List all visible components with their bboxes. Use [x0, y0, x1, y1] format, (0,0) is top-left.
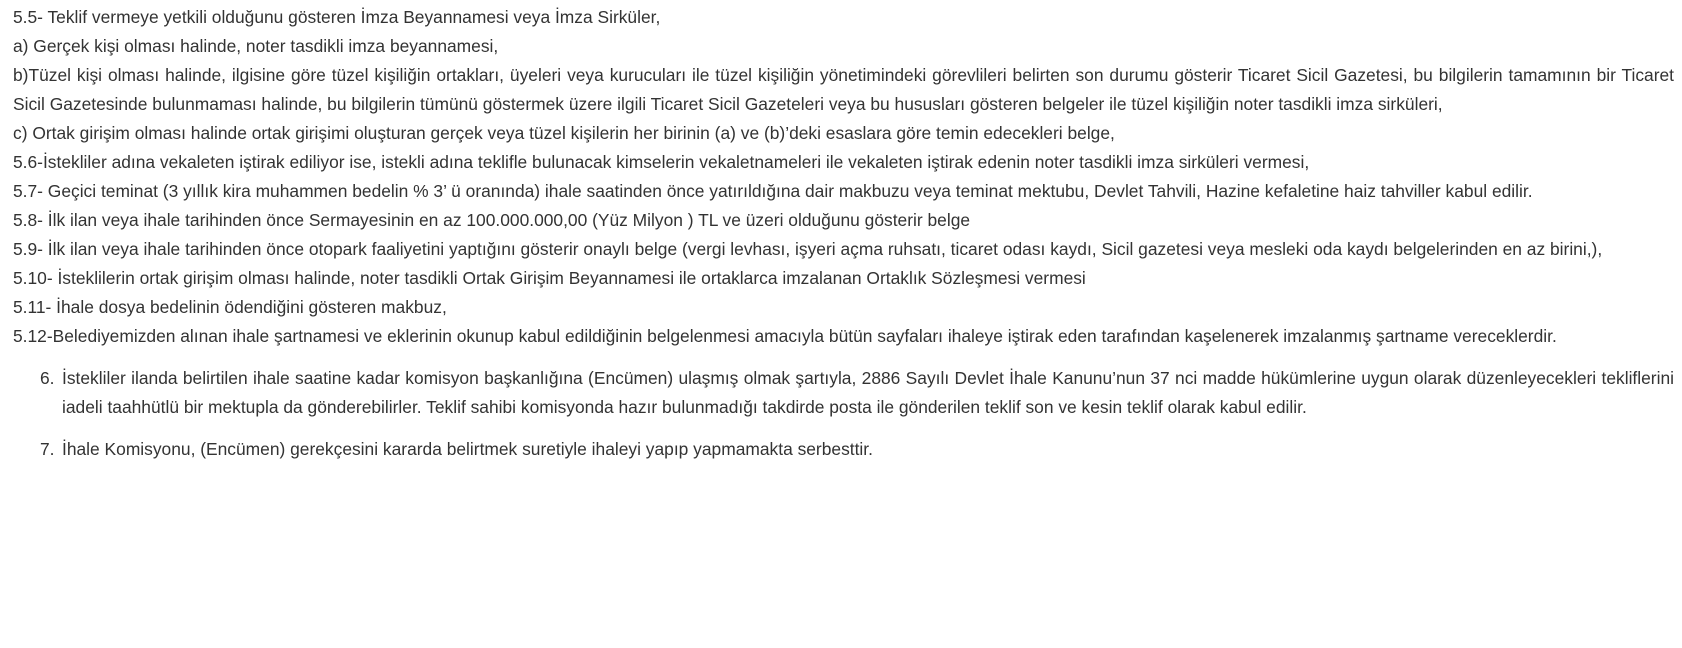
paragraph-5-11: 5.11- İhale dosya bedelinin ödendiğini gösteren makbuz,	[13, 297, 447, 317]
paragraph-5-6: 5.6-İstekliler adına vekaleten iştirak ediliyor ise, istekli adına teklifle bulunacak kimselerin vekaletnameleri ile vekaleten iştirak edenin noter tasdikli imza sirküleri vermesi,	[13, 152, 1310, 172]
section-gap	[13, 422, 1674, 435]
numbered-item-7	[40, 435, 1674, 464]
paragraph-5-5-c: c) Ortak girişim olması halinde ortak girişimi oluşturan gerçek veya tüzel kişilerin her birinin (a) ve (b)’deki esaslara göre temin edecekleri belge,	[13, 123, 1115, 143]
list-item-text: İhale Komisyonu, (Encümen) gerekçesini kararda belirtmek suretiyle ihaleyi yapıp yapmamakta serbesttir.	[62, 439, 873, 459]
paragraph-5-5: 5.5- Teklif vermeye yetkili olduğunu gösteren İmza Beyannamesi veya İmza Sirküler,	[13, 7, 661, 27]
paragraph-5-7: 5.7- Geçici teminat (3 yıllık kira muhammen bedelin % 3’ ü oranında) ihale saatinden önce yatırıldığına dair makbuzu veya teminat mektubu, Devlet Tahvili, Hazine kefaletine haiz tahviller kabul edilir.	[13, 181, 1533, 201]
paragraph-5-5-b: b)Tüzel kişi olması halinde, ilgisine göre tüzel kişiliğin ortakları, üyeleri veya kurucuları ile tüzel kişiliğin yönetimindeki görevlileri belirten son durumu gösterir Ticaret Sicil Gazetesi, bu bilgilerin tamamının bir Ticaret Sicil Gazetesinde bulunmaması halinde, bu bilgilerin tümünü göstermek üzere ilgili Ticaret Sicil Gazeteleri veya bu hususları gösteren belgeler ile tüzel kişiliğin noter tasdikli imza sirküleri,	[13, 65, 1674, 114]
list-number: 6.	[40, 368, 55, 388]
section-gap	[13, 351, 1674, 364]
paragraph-5-8: 5.8- İlk ilan veya ihale tarihinden önce Sermayesinin en az 100.000.000,00 (Yüz Milyon ) TL ve üzeri olduğunu gösterir belge	[13, 210, 971, 230]
paragraph-5-5-a: a) Gerçek kişi olması halinde, noter tasdikli imza beyannamesi,	[13, 36, 499, 56]
numbered-item-6	[40, 364, 1674, 422]
paragraph-5-10: 5.10- İsteklilerin ortak girişim olması halinde, noter tasdikli Ortak Girişim Beyannamesi ile ortaklarca imzalanan Ortaklık Sözleşmesi vermesi	[13, 268, 1086, 288]
paragraph-5-12: 5.12-Belediyemizden alınan ihale şartnamesi ve eklerinin okunup kabul edildiğinin belgelenmesi amacıyla bütün sayfaları ihaleye iştirak eden tarafından kaşelenerek imzalanmış şartname vereceklerdir.	[13, 326, 1557, 346]
list-number: 7.	[40, 439, 55, 459]
paragraph-5-9: 5.9- İlk ilan veya ihale tarihinden önce otopark faaliyetini yaptığını gösterir onaylı belge (vergi levhası, işyeri açma ruhsatı, ticaret odası kaydı, Sicil gazetesi veya mesleki oda kaydı belgelerinden en az birini,),	[13, 239, 1603, 259]
list-item-text: İstekliler ilanda belirtilen ihale saatine kadar komisyon başkanlığına (Encümen) ulaşmış olmak şartıyla, 2886 Sayılı Devlet İhale Kanunu’nun 37 nci madde hükümlerine uygun olarak düzenleyecekleri tekliflerini iadeli taahhütlü bir mektupla da gönderebilirler. Teklif sahibi komisyonda hazır bulunmadığı takdirde posta ile gönderilen teklif son ve kesin teklif olarak kabul edilir.	[62, 368, 1674, 417]
